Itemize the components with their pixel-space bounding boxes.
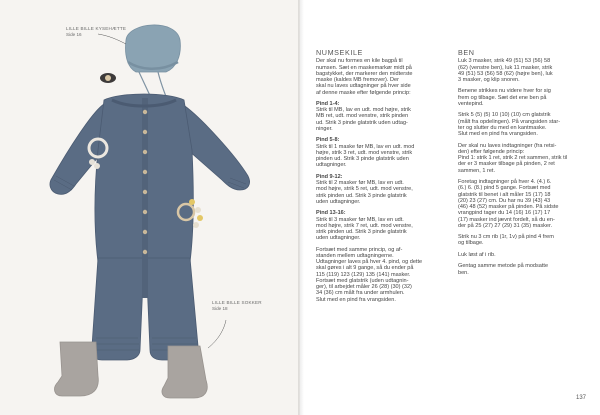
callout-bonnet xyxy=(66,26,126,37)
callout-bonnet-page: Side 16 xyxy=(66,31,82,37)
paragraph: Der skal nu laves indtagninger (fra retsi- den) efter følgende princip: Pind 1: strik 1 ret, strik 2 ret sammen, strik til der er 3 masker tilbage på pinden, 2 ret sammen, 1 ret. xyxy=(458,142,568,174)
paragraph: Fortsæt med samme princip, og af- standen mellem udtagningerne. Udtagninger laves på hver 4. pind, og dette skal gøres i alt 9 gange, så du ender på 115 (119) 123 (129) 135 (141) masker. Fortsæt med glatstrik (uden udtagnin- ger), til arbejdet måler 26 (28) (30) (32) 34 (36) cm målt fra under armhulen. Slut med en pind fra vrangsiden. xyxy=(316,246,423,303)
callout-socks xyxy=(212,300,262,311)
paragraph: Foretag indtagninger på hver 4. (4.) 6. (6.) 6. (8.) pind 5 gange. Fortsæt med glatstrik til benet i alt måler 15 (17) 18 (20) 23 (27) cm. Du har nu 39 (43) 43 (46) 48 (52) masker på pinden. På sidste vrangpind tager du 14 (16) 16 (17) 17 (17) masker ind jævnt fordelt, så du en- der på 25 (27) 27 (29) 31 (35) masker. xyxy=(458,179,559,229)
instruction-heading: Pind 9-12: xyxy=(316,173,343,180)
instruction-body: Strik til 3 masker før MB, lav en udt. mod højre, strik 7 ret, udt. mod venstre, strik pinden ud. Strik 3 pinde glatstrik uden udtagninger. xyxy=(316,216,413,242)
paragraph: Luk løst af i rib. xyxy=(458,251,496,258)
instruction-block xyxy=(316,174,434,205)
section-heading: BEN xyxy=(458,48,475,57)
pacifier xyxy=(100,73,116,83)
callout-socks-page: Side 18 xyxy=(212,305,228,311)
instruction-block xyxy=(316,137,434,168)
instruction-body: Strik til 2 masker før MB, lav en udt. mod højre, strik 5 ret, udt. mod venstre, strik pinden ud. Strik 3 pinde glatstrik uden udtagninger. xyxy=(316,180,413,205)
paragraph: Gentag samme metode på modsatte ben. xyxy=(458,263,549,276)
instruction-heading: Pind 5-8: xyxy=(316,137,340,144)
romper xyxy=(50,94,250,360)
instruction-block xyxy=(316,210,434,241)
pattern-page xyxy=(304,0,600,415)
section-heading: NUMSEKILE xyxy=(316,48,363,57)
instruction-block xyxy=(316,101,434,132)
page-number: 137 xyxy=(575,395,586,401)
callout-socks-title: LILLE BILLE SOKKER xyxy=(212,300,262,305)
column-numsekile xyxy=(316,50,434,308)
paragraph: Der skal nu formes en kile bagpå til numsen. Sæt en maskemarkør midt på bagstykket, der markerer den midterste maske (kaldes MB fremover). Der skal nu laves udtagninger på hver side af denne maske efter følgende princip: xyxy=(316,58,413,96)
instruction-body: Strik til 1 maske før MB, lav en udt. mod højre, strik 3 ret, udt. mod venstre, strik pinden ud. Strik 3 pinde glatstrik uden udtagninger. xyxy=(316,143,415,169)
instruction-heading: Pind 13-16: xyxy=(316,210,346,217)
callout-bonnet-title: LILLE BILLE KYSEHÆTTE xyxy=(66,26,127,31)
column-ben xyxy=(458,50,576,281)
instruction-heading: Pind 1-4: xyxy=(316,100,340,107)
paragraph: Luk 3 masker, strik 49 (51) 53 (56) 58 (62) (venstre ben), luk 11 masker, strik 49 (51) 53 (56) 58 (62) (højre ben), luk 3 masker, og klip snoren. xyxy=(458,58,553,83)
instruction-body: Strik til MB, lav en udt. mod højre, strik MB ret, udt. mod venstre, strik pinden ud. Strik 3 pinde glatstrik uden udtag- ninger. xyxy=(316,107,411,132)
paragraph: Strik nu 3 cm rib (1r, 1v) på pind 4 frem og tilbage. xyxy=(458,234,554,247)
paragraph: Strik 5 (5) (5) 10 (10) (10) cm glatstrik (målt fra opdelingen). På vrangsiden star- ter og slutter du med en kantmaske. Slut med en pind fra vrangsiden. xyxy=(458,112,561,138)
bonnet xyxy=(125,25,180,72)
paragraph: Benene strikkes nu videre hver for sig frem og tilbage. Sæt det ene ben på ventepind. xyxy=(458,88,551,107)
